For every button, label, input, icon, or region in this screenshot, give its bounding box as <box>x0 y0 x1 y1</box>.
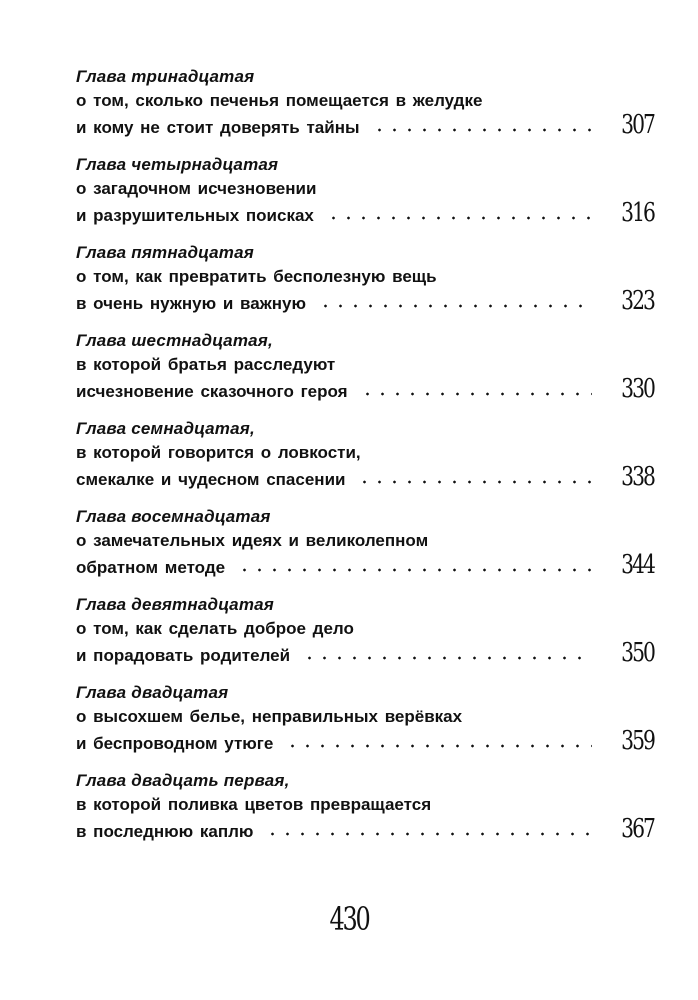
dot-leader <box>302 656 592 660</box>
page-number: 307 <box>621 110 654 140</box>
chapter-subtitle-line: и порадовать родителей <box>76 646 291 665</box>
chapter-subtitle-line: смекалке и чудесном спасении <box>76 470 346 489</box>
chapter-subtitle-line: в которой поливка цветов превращается <box>76 795 432 814</box>
chapter-leader-line <box>76 550 654 580</box>
toc-entry-14 <box>76 154 654 242</box>
page-number: 359 <box>621 726 654 756</box>
dot-leader <box>372 128 593 132</box>
chapter-subtitle-line: и разрушительных поисках <box>76 206 314 225</box>
dot-leader <box>265 832 592 836</box>
folio-text: 430 <box>329 900 369 938</box>
chapter-subtitle-line: и кому не стоит доверять тайны <box>76 118 360 137</box>
dot-leader <box>357 480 592 484</box>
toc-entry-20 <box>76 682 654 770</box>
chapter-leader-line <box>76 286 654 316</box>
dot-leader <box>318 304 592 308</box>
chapter-subtitle-line: в которой братья расследуют <box>76 355 336 374</box>
chapter-subtitle-line: о том, как превратить бесполезную вещь <box>76 267 437 286</box>
chapter-subtitle-line: о том, как сделать доброе дело <box>76 619 354 638</box>
toc-entry-21 <box>76 770 654 858</box>
chapter-title: Глава девятнадцатая <box>76 595 274 614</box>
chapter-subtitle-line: обратном методе <box>76 558 226 577</box>
page-number: 350 <box>621 638 654 668</box>
chapter-title: Глава шестнадцатая, <box>76 331 273 350</box>
chapter-leader-line <box>76 726 654 756</box>
page-number: 316 <box>621 198 654 228</box>
page-number: 367 <box>621 814 654 844</box>
chapter-leader-line <box>76 374 654 404</box>
chapter-title: Глава семнадцатая, <box>76 419 255 438</box>
chapter-subtitle-line: о высохшем белье, неправильных верёвках <box>76 707 463 726</box>
chapter-title: Глава двадцатая <box>76 683 229 702</box>
dot-leader <box>237 568 592 572</box>
page-number: 344 <box>621 550 654 580</box>
chapter-title: Глава восемнадцатая <box>76 507 271 526</box>
page-number: 338 <box>621 462 654 492</box>
chapter-subtitle-line: о замечательных идеях и великолепном <box>76 531 429 550</box>
folio-page-number <box>0 900 698 938</box>
chapter-subtitle-line: о том, сколько печенья помещается в желудке <box>76 91 483 110</box>
chapter-leader-line <box>76 462 654 492</box>
chapter-leader-line <box>76 110 654 140</box>
toc-entry-17 <box>76 418 654 506</box>
chapter-leader-line <box>76 638 654 668</box>
chapter-title: Глава четырнадцатая <box>76 155 279 174</box>
toc-entry-18 <box>76 506 654 594</box>
chapter-title: Глава двадцать первая, <box>76 771 290 790</box>
chapter-subtitle-line: в очень нужную и важную <box>76 294 306 313</box>
page-number: 330 <box>621 374 654 404</box>
table-of-contents <box>76 66 654 858</box>
chapter-title: Глава пятнадцатая <box>76 243 254 262</box>
toc-entry-16 <box>76 330 654 418</box>
dot-leader <box>326 216 592 220</box>
chapter-subtitle-line: в которой говорится о ловкости, <box>76 443 361 462</box>
chapter-subtitle-line: и беспроводном утюге <box>76 734 274 753</box>
toc-entry-15 <box>76 242 654 330</box>
chapter-leader-line <box>76 814 654 844</box>
dot-leader <box>360 392 592 396</box>
page-number: 323 <box>621 286 654 316</box>
chapter-leader-line <box>76 198 654 228</box>
chapter-title: Глава тринадцатая <box>76 67 255 86</box>
chapter-subtitle-line: о загадочном исчезновении <box>76 179 317 198</box>
toc-entry-19 <box>76 594 654 682</box>
chapter-subtitle-line: исчезновение сказочного героя <box>76 382 348 401</box>
dot-leader <box>285 744 592 748</box>
chapter-subtitle-line: в последнюю каплю <box>76 822 254 841</box>
toc-entry-13 <box>76 66 654 154</box>
